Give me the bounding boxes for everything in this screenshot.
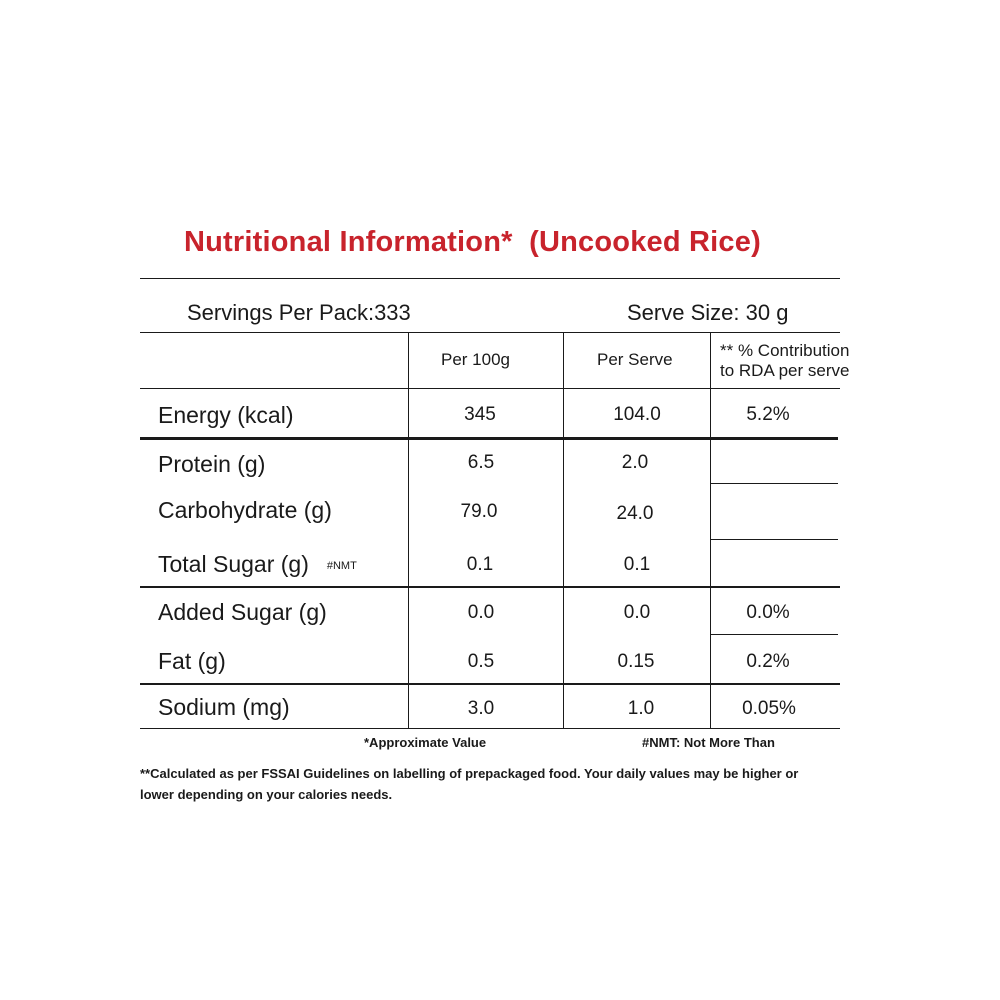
col-header-per-100g: Per 100g <box>441 350 510 369</box>
row-label-fat: Fat (g) <box>158 648 226 674</box>
serve-size: Serve Size: 30 g <box>627 300 789 325</box>
cell-added-sugar-per100g: 0.0 <box>467 602 495 623</box>
cell-energy-rda: 5.2% <box>746 404 790 425</box>
cell-fat-rda: 0.2% <box>746 651 790 672</box>
rule-under-added-sugar <box>711 634 838 635</box>
rule-under-servings <box>140 332 840 333</box>
rule-under-fat <box>140 683 840 685</box>
footnote-nmt: #NMT: Not More Than <box>642 735 775 750</box>
rule-under-protein <box>711 483 838 484</box>
cell-protein-per100g: 6.5 <box>467 452 495 473</box>
row-label-protein: Protein (g) <box>158 451 266 477</box>
row-label-energy: Energy (kcal) <box>158 402 294 428</box>
rule-under-carbohydrate <box>711 539 838 540</box>
rule-top <box>140 278 840 279</box>
cell-sodium-rda: 0.05% <box>742 698 796 719</box>
cell-added-sugar-rda: 0.0% <box>746 602 790 623</box>
cell-fat-perserve: 0.15 <box>617 651 655 672</box>
rule-under-total-sugar <box>140 586 840 588</box>
footnote-approximate: *Approximate Value <box>364 735 487 750</box>
divider-per100g-perserve <box>563 332 564 729</box>
rule-under-header <box>140 388 840 389</box>
divider-label-per100g <box>408 332 409 729</box>
footnote-fssai: **Calculated as per FSSAI Guidelines on labelling of prepackaged food. Your daily values may be higher or lower depending on your calories needs. <box>140 766 799 802</box>
row-label-added-sugar: Added Sugar (g) <box>158 599 327 625</box>
panel-title: Nutritional Information* (Uncooked Rice) <box>184 226 761 258</box>
cell-carbohydrate-per100g: 79.0 <box>460 501 498 522</box>
row-label-carbohydrate: Carbohydrate (g) <box>158 497 332 523</box>
col-header-rda-line2: to RDA per serve <box>720 361 850 380</box>
cell-energy-perserve: 104.0 <box>613 404 661 425</box>
cell-protein-perserve: 2.0 <box>621 452 649 473</box>
cell-carbohydrate-perserve: 24.0 <box>616 503 654 524</box>
total-sugar-label-text: Total Sugar (g) <box>158 551 309 577</box>
rule-bottom <box>140 728 840 729</box>
cell-sodium-per100g: 3.0 <box>467 698 495 719</box>
nmt-marker: #NMT <box>326 559 357 572</box>
col-header-per-serve: Per Serve <box>597 350 673 369</box>
cell-total-sugar-perserve: 0.1 <box>623 554 651 575</box>
divider-perserve-rda <box>710 332 711 729</box>
cell-energy-per100g: 345 <box>464 404 496 425</box>
row-label-total-sugar <box>158 551 357 578</box>
cell-total-sugar-per100g: 0.1 <box>466 554 494 575</box>
cell-sodium-perserve: 1.0 <box>627 698 655 719</box>
col-header-rda-line1: ** % Contribution <box>720 341 850 360</box>
row-label-sodium: Sodium (mg) <box>158 694 290 720</box>
servings-per-pack: Servings Per Pack:333 <box>187 300 411 325</box>
cell-added-sugar-perserve: 0.0 <box>623 602 651 623</box>
rule-under-energy <box>140 437 838 440</box>
cell-fat-per100g: 0.5 <box>467 651 495 672</box>
